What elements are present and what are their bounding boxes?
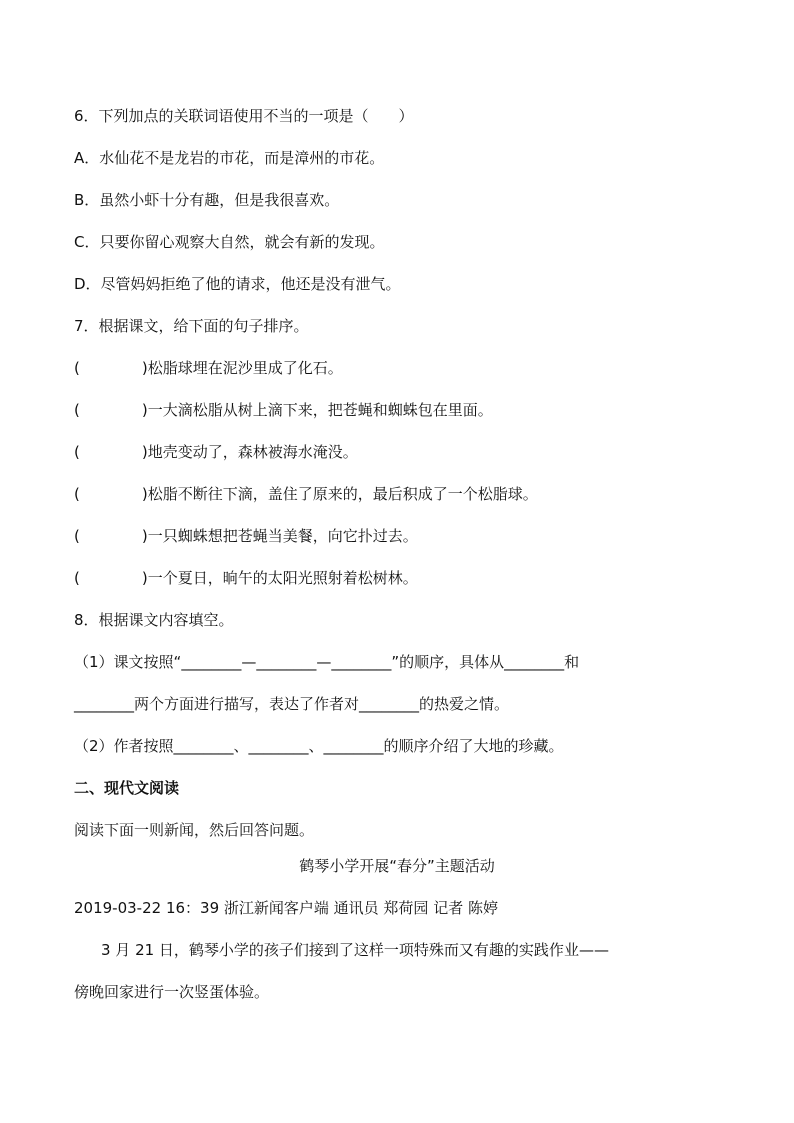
q7-paren-close: ) [141, 527, 148, 545]
q7-item-text: 松脂球埋在泥沙里成了化石。 [147, 359, 343, 377]
q8-line-3: （2）作者按照________、________、________的顺序介绍了大地的珍藏。 [74, 737, 564, 755]
section-heading: 二、现代文阅读 [74, 779, 180, 797]
q6-stem: 6．下列加点的关联词语使用不当的一项是（ ） [74, 107, 414, 125]
q7-item [74, 400, 493, 420]
q7-paren-open: ( [74, 569, 80, 587]
q7-paren-open: ( [74, 527, 80, 545]
q7-item [74, 568, 418, 588]
q7-paren-close: ) [141, 401, 148, 419]
q7-item-text: 松脂不断往下滴，盖住了原来的，最后积成了一个松脂球。 [147, 485, 538, 503]
q7-item-text: 一大滴松脂从树上滴下来，把苍蝇和蜘蛛包在里面。 [147, 401, 493, 419]
q8-stem: 8．根据课文内容填空。 [74, 611, 234, 629]
q7-paren-open: ( [74, 485, 80, 503]
q7-item [74, 358, 343, 378]
q6-option-a: A．水仙花不是龙岩的市花，而是漳州的市花。 [74, 149, 385, 167]
q7-item [74, 484, 538, 504]
q7-paren-close: ) [141, 569, 148, 587]
q7-item-text: 一个夏日，晌午的太阳光照射着松树林。 [147, 569, 418, 587]
article-paragraph-line-1: 3 月 21 日，鹤琴小学的孩子们接到了这样一项特殊而又有趣的实践作业—— [101, 941, 609, 959]
q7-paren-close: ) [141, 359, 148, 377]
q7-paren-open: ( [74, 359, 80, 377]
q6-option-b: B．虽然小虾十分有趣，但是我很喜欢。 [74, 191, 340, 209]
q8-line-1: （1）课文按照“________—________—________”的顺序，具体从________和 [74, 653, 580, 671]
q7-item [74, 442, 358, 462]
article-paragraph-line-2: 傍晚回家进行一次竖蛋体验。 [74, 983, 270, 1001]
q7-item-text: 地壳变动了，森林被海水淹没。 [147, 443, 358, 461]
q7-paren-close: ) [141, 485, 148, 503]
article-byline: 2019-03-22 16：39 浙江新闻客户端 通讯员 郑荷园 记者 陈婷 [74, 899, 498, 917]
q7-paren-open: ( [74, 401, 80, 419]
q8-line-2: ________两个方面进行描写，表达了作者对________的热爱之情。 [74, 695, 510, 713]
article-title: 鹤琴小学开展“春分”主题活动 [299, 857, 495, 875]
q7-item-text: 一只蜘蛛想把苍蝇当美餐，向它扑过去。 [147, 527, 418, 545]
q6-option-d: D．尽管妈妈拒绝了他的请求，他还是没有泄气。 [74, 275, 401, 293]
q7-item [74, 526, 418, 546]
q7-paren-close: ) [141, 443, 148, 461]
q6-option-c: C．只要你留心观察大自然，就会有新的发现。 [74, 233, 385, 251]
reading-instruction: 阅读下面一则新闻，然后回答问题。 [74, 821, 315, 839]
q7-stem: 7．根据课文，给下面的句子排序。 [74, 317, 309, 335]
q7-paren-open: ( [74, 443, 80, 461]
